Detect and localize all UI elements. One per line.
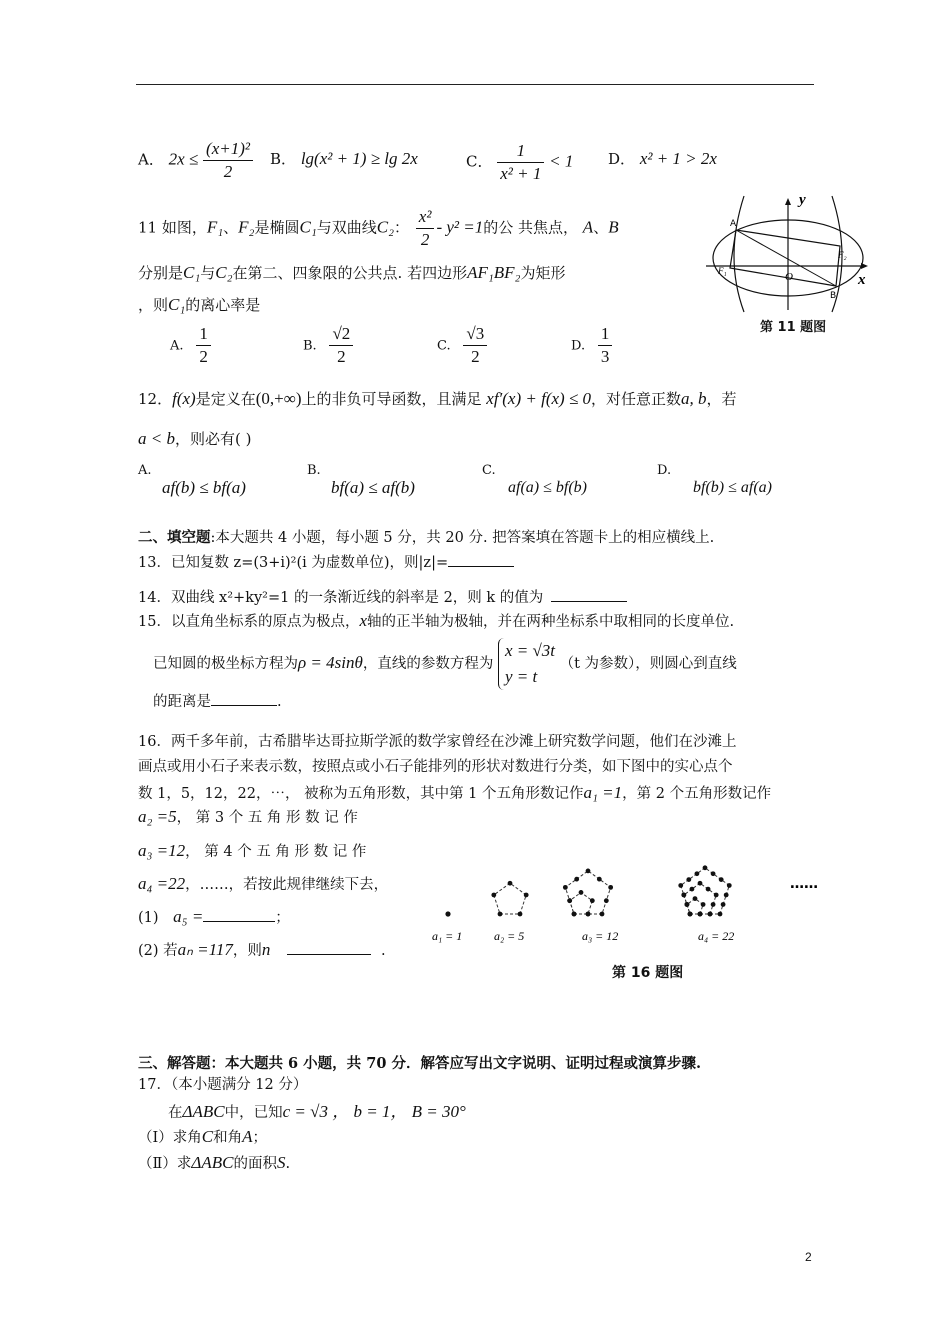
- fig-label-a3: a₃ = 12: [582, 929, 619, 943]
- option-expr: af(b) ≤ bf(a): [162, 478, 246, 497]
- answer-blank[interactable]: [203, 921, 275, 922]
- q16-figure-caption: 第 16 题图: [612, 965, 684, 981]
- q11-option-c: [437, 323, 487, 368]
- option-label: D．: [608, 150, 636, 168]
- q17-given: [168, 1097, 466, 1122]
- option-a-lhs: 2x ≤: [168, 149, 199, 169]
- text: ，第 2 个五角形数记作: [622, 786, 772, 802]
- angle-c: C: [201, 1127, 214, 1146]
- frac-den: x² + 1: [500, 164, 542, 183]
- option-expr: bf(b) ≤ af(a): [693, 479, 772, 496]
- text: 画点或用小石子来表示数，按照点或小石子能排列的形状对数进行分类，如下图中的实心点个: [138, 759, 733, 775]
- pentagon-dot: [711, 871, 716, 876]
- frac-den: 2: [337, 347, 346, 366]
- option-label: A.: [138, 463, 152, 478]
- hyperbola-tail: - y² =1: [436, 217, 484, 237]
- pentagon-dot: [524, 893, 529, 898]
- option-fraction: [329, 323, 353, 368]
- frac-den: 3: [600, 347, 610, 366]
- curve-c1: C₁: [183, 263, 201, 282]
- pentagon-dot: [586, 912, 591, 917]
- option-expr: af(a) ≤ bf(b): [508, 479, 587, 496]
- text: 分别是: [138, 264, 184, 282]
- text: 和角: [213, 1130, 243, 1146]
- curve-c1: C₁: [168, 295, 186, 314]
- section2-header: [138, 526, 714, 547]
- function-fx: f(x): [172, 389, 196, 408]
- option-c-rhs: < 1: [549, 151, 574, 171]
- pentagon-dot: [693, 896, 698, 901]
- text: 的公 共焦点，: [483, 218, 579, 237]
- q17-part1: [138, 1126, 267, 1147]
- text: ，……，若按此规律继续下去，: [185, 877, 389, 893]
- pentagon-dot: [574, 877, 579, 882]
- option-label: C．: [466, 152, 493, 171]
- option-label: C.: [482, 463, 496, 478]
- option-label: B．: [270, 150, 297, 168]
- q16-para: [138, 730, 771, 807]
- option-label: C.: [437, 338, 451, 354]
- fig-label-o: O: [785, 271, 793, 283]
- pentagon-outline: [565, 871, 610, 914]
- text: 中，已知: [224, 1105, 283, 1121]
- q14-text: 14．双曲线 x²+ky²=1 的一条渐近线的斜率是 2，则 k 的值为: [138, 590, 544, 606]
- q13-text: 13．已知复数 z=(3+i)²(i 为虚数单位)，则|z|=: [138, 555, 449, 571]
- pentagon-dot: [719, 877, 724, 882]
- pentagon-dot: [724, 893, 729, 898]
- q12-option-b: [307, 460, 415, 498]
- pentagon-dot: [491, 893, 496, 898]
- focus-f2: F₂: [238, 217, 255, 237]
- q12-line2: [138, 428, 251, 449]
- text: (2) 若: [138, 943, 178, 959]
- pentagon-dot: [600, 912, 605, 917]
- q11-figure: [706, 192, 872, 314]
- a4: a₄ =22: [138, 874, 186, 893]
- variables-ab: a, b: [681, 389, 707, 408]
- text: (1): [138, 910, 159, 926]
- page-number: 2: [805, 1250, 812, 1264]
- text: ，则: [232, 943, 262, 959]
- answer-blank[interactable]: [551, 601, 627, 602]
- pentagon-figures: [445, 865, 731, 916]
- q10-option-a: [138, 138, 253, 183]
- text: 的面积: [233, 1156, 277, 1172]
- answer-blank[interactable]: [211, 705, 277, 706]
- frac-den: 2: [420, 230, 430, 249]
- pentagon-dot: [703, 865, 708, 870]
- pentagon-dot: [678, 883, 683, 888]
- text: 上的非负可导函数，且满足: [301, 390, 482, 408]
- text: 、: [223, 218, 239, 237]
- pentagon-outline: [494, 883, 526, 914]
- condition: xf′(x) + f(x) ≤ 0: [486, 389, 592, 408]
- pentagon-dot: [681, 893, 686, 898]
- q16-line6: [138, 873, 388, 894]
- pentagon-dot: [508, 881, 513, 886]
- pentagon-dot: [445, 911, 450, 916]
- pentagon-dot: [567, 898, 572, 903]
- section-title: 二、填空题: [138, 529, 211, 546]
- q10-option-d: [608, 148, 717, 169]
- q11-line2: [138, 262, 565, 283]
- option-label: D.: [657, 463, 672, 478]
- pentagon-dot: [698, 881, 703, 886]
- text: 11 如图，: [138, 218, 207, 237]
- pentagon-outline: [681, 868, 730, 914]
- pentagon-dot: [701, 902, 706, 907]
- text: ， 第 3 个 五 角 形 数 记 作: [176, 810, 358, 826]
- option-fraction: [598, 323, 613, 368]
- q12-option-d: [657, 460, 772, 497]
- pentagon-dot: [597, 877, 602, 882]
- text: ，若: [706, 390, 737, 408]
- text: 已知圆的极坐标方程为: [153, 656, 298, 672]
- option-fraction: [196, 323, 211, 368]
- option-a-fraction: [203, 138, 253, 183]
- option-d-expr: x² + 1 > 2x: [639, 149, 717, 168]
- pentagon-dot: [686, 877, 691, 882]
- text: 在: [168, 1105, 183, 1121]
- pentagon-dot: [711, 902, 716, 907]
- q16-figure: [428, 812, 844, 948]
- frac-num: 1: [196, 323, 211, 346]
- pentagon-dot: [721, 902, 726, 907]
- interval: (0,+∞): [255, 389, 302, 408]
- a2: a₂ =5: [138, 807, 177, 826]
- pentagon-dot: [688, 912, 693, 917]
- text: .: [381, 943, 386, 959]
- q11-figure-caption: 第 11 题图: [760, 320, 827, 335]
- pentagon-dot: [586, 869, 591, 874]
- q11-option-d: [571, 323, 612, 368]
- frac-num: √3: [463, 323, 487, 346]
- q14: [138, 586, 627, 607]
- section3-header: 三、解答题：本大题共 6 小题，共 70 分．解答应写出文字说明、证明过程或演算步骤.: [138, 1055, 702, 1072]
- pentagon-dot: [708, 912, 713, 917]
- pentagon-dot: [579, 890, 584, 895]
- text: 是定义在: [195, 390, 256, 408]
- fig-label-b: B: [830, 291, 837, 301]
- fig-label-a4: a₄ = 22: [698, 929, 735, 943]
- triangle: ΔABC: [191, 1153, 234, 1172]
- option-expr: bf(a) ≤ af(b): [331, 478, 415, 497]
- a5: a₅ =: [173, 907, 204, 926]
- an: aₙ =117: [177, 940, 233, 959]
- text: 的距离是: [153, 694, 211, 710]
- angle-a: A: [242, 1127, 253, 1146]
- pentagon-dot: [572, 912, 577, 917]
- a3: a₃ =12: [138, 841, 186, 860]
- pentagon-dot: [563, 885, 568, 890]
- text: 15．以直角坐标系的原点为极点，: [138, 614, 360, 630]
- q11-option-a: [170, 323, 211, 368]
- curve-c1: C₁: [299, 217, 317, 237]
- text: .: [285, 1156, 291, 1172]
- hyperbola-left-branch: [734, 196, 744, 312]
- q15-line1: [138, 610, 734, 631]
- var-n: n: [261, 940, 271, 959]
- option-label: A．: [138, 150, 164, 169]
- frac-num: √2: [329, 323, 353, 346]
- curve-c2: C₂: [215, 263, 233, 282]
- pentagon-dot: [695, 871, 700, 876]
- question-number: 12．: [138, 390, 173, 408]
- q15-line2: [153, 638, 737, 690]
- rectangle-name: AF₁BF₂: [467, 263, 521, 282]
- q11-line1: [138, 206, 619, 251]
- text: ，直线的参数方程为: [362, 656, 494, 672]
- pentagon-dot: [718, 912, 723, 917]
- fig-label-f1: F₁: [718, 266, 727, 276]
- fig-label-a1: a₁ = 1: [432, 929, 463, 943]
- pentagon-dot: [690, 887, 695, 892]
- option-fraction: [463, 323, 487, 368]
- inequality: a < b: [138, 429, 175, 448]
- focus-f1: F₁: [206, 217, 224, 237]
- pentagon-dot: [685, 902, 690, 907]
- point-a: A: [582, 217, 594, 237]
- param-equations: [498, 638, 555, 690]
- point-b: B: [608, 217, 619, 237]
- text: 、: [593, 218, 609, 237]
- text: ， 第 4 个 五 角 形 数 记 作: [185, 844, 367, 860]
- fig-label-x: x: [858, 272, 866, 288]
- q11-line3: [138, 294, 260, 315]
- curve-c2: C₂: [376, 217, 394, 237]
- frac-den: 2: [199, 347, 208, 366]
- q16-line5: [138, 840, 366, 861]
- param-y: y = t: [504, 667, 538, 686]
- pentagon-dot: [714, 893, 719, 898]
- frac-den: 2: [471, 347, 480, 366]
- var-x: x: [359, 611, 367, 630]
- fig-label-a2: a₂ = 5: [494, 929, 525, 943]
- q17-part2: [138, 1152, 290, 1173]
- q12-option-a: [138, 460, 246, 498]
- area-s: S: [276, 1153, 286, 1172]
- text: ，则: [138, 296, 169, 314]
- text: ，对任意正数: [591, 390, 682, 408]
- text: ：: [394, 218, 410, 237]
- frac-num: 1: [598, 323, 613, 346]
- param-x: x = √3t: [504, 641, 556, 660]
- answer-blank[interactable]: [448, 566, 514, 567]
- y-axis-arrow: [785, 198, 791, 205]
- text: 的离心率是: [185, 296, 261, 314]
- option-label: B.: [307, 463, 321, 478]
- q17-head: 17．（本小题满分 12 分）: [138, 1077, 308, 1093]
- pentagon-dot: [498, 912, 503, 917]
- option-label: B.: [303, 338, 317, 354]
- q13: [138, 551, 514, 572]
- text: 轴的正半轴为极轴，并在两种坐标系中取相同的长度单位.: [367, 614, 735, 630]
- q10-option-b: [270, 148, 418, 169]
- frac-num: x²: [416, 206, 435, 229]
- pentagon-dot: [706, 887, 711, 892]
- answer-blank[interactable]: [287, 954, 371, 955]
- hyperbola-fraction: [416, 206, 435, 251]
- q10-option-c: [466, 140, 573, 185]
- text: 为矩形: [520, 264, 566, 282]
- option-label: A.: [170, 338, 184, 354]
- text: 是椭圆: [254, 218, 300, 237]
- q12-option-c: [482, 460, 587, 497]
- text: ；: [275, 910, 290, 926]
- fig-label-a: A: [730, 219, 737, 229]
- frac-den: 2: [223, 162, 233, 181]
- section-desc: :本大题共 4 小题，每小题 5 分，共 20 分. 把答案填在答题卡上的相应横线上.: [210, 530, 715, 546]
- text: .: [277, 694, 282, 710]
- text: 与双曲线: [316, 218, 377, 237]
- pentagon-dot: [518, 912, 523, 917]
- frac-num: 1: [497, 140, 544, 163]
- text: 在第二、四象限的公共点. 若四边形: [232, 264, 468, 282]
- given-values: c = √3 ， b = 1， B = 30°: [282, 1102, 466, 1121]
- frac-num: (x+1)²: [203, 138, 253, 161]
- fig-continuation: ……: [790, 876, 818, 892]
- text: （Ⅰ）求角: [138, 1130, 202, 1146]
- pentagon-dot: [698, 912, 703, 917]
- fig-label-y: y: [799, 192, 806, 208]
- q16-part1: [138, 906, 290, 927]
- header-rule: [136, 84, 814, 85]
- pentagon-dot: [608, 885, 613, 890]
- option-c-fraction: [497, 140, 544, 185]
- option-b-expr: lg(x² + 1) ≥ lg 2x: [300, 149, 418, 168]
- text: ；: [252, 1130, 267, 1146]
- triangle: ΔABC: [182, 1102, 225, 1121]
- polar-equation: ρ = 4sinθ: [298, 653, 363, 672]
- fig-label-f2: F₂: [838, 250, 847, 260]
- text: 与: [200, 264, 216, 282]
- pentagon-dot: [590, 898, 595, 903]
- a1: a₁ =1: [583, 783, 623, 802]
- q12-line1: [138, 382, 737, 416]
- text: 16．两千多年前，古希腊毕达哥拉斯学派的数学家曾经在沙滩上研究数学问题，他们在沙滩上: [138, 734, 737, 750]
- q11-option-b: [303, 323, 353, 368]
- text: （t 为参数），则圆心到直线: [559, 656, 737, 672]
- pentagon-dot: [727, 883, 732, 888]
- text: 数 1，5，12，22，⋯， 被称为五角形数，其中第 1 个五角形数记作: [138, 786, 584, 802]
- pentagon-dot: [604, 898, 609, 903]
- text: （Ⅱ）求: [138, 1156, 192, 1172]
- text: ，则必有( ): [174, 430, 252, 448]
- option-label: D.: [571, 338, 586, 354]
- q16-part2: [138, 939, 386, 960]
- q16-line4: [138, 806, 358, 827]
- q15-line3: [153, 690, 282, 711]
